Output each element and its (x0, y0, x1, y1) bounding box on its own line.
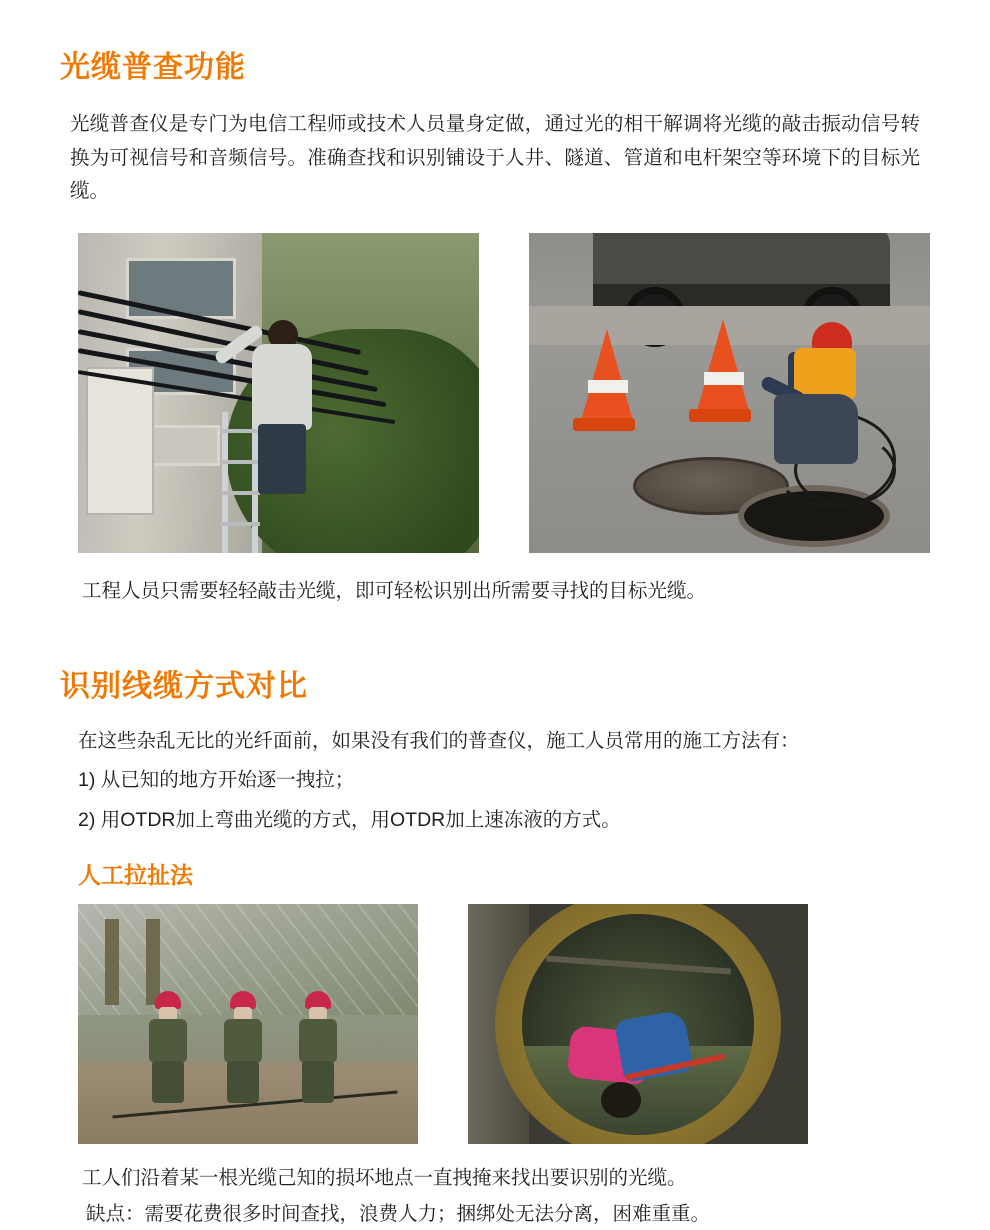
traffic-cone (581, 329, 633, 421)
tree-trunk (105, 919, 119, 1005)
photo-row-survey (60, 233, 930, 553)
support-bar (546, 956, 731, 975)
wall-panel (86, 367, 154, 515)
worker-figure (289, 991, 347, 1101)
subsection-title-manual-pulling: 人工拉扯法 (78, 862, 193, 889)
worker-figure (754, 322, 884, 495)
photo-row-manual-method (60, 904, 930, 1144)
traffic-cone-base (689, 409, 751, 422)
traffic-cone-band (588, 380, 628, 393)
window (126, 258, 236, 318)
photo-aerial-cable-tapping (78, 233, 479, 553)
traffic-cone-base (573, 418, 635, 431)
photo-caption-survey: 工程人员只需要轻轻敲击光缆，即可轻松识别出所需要寻找的目标光缆。 (82, 579, 707, 602)
comparison-line-intro: 在这些杂乱无比的光纤面前，如果没有我们的普查仪，施工人员常用的施工方法有： (78, 729, 800, 752)
worker-head (601, 1082, 641, 1118)
photo-caption-manual-method: 工人们沿着某一根光缆己知的损坏地点一直拽掩来找出要识别的光缆。 (82, 1167, 687, 1190)
traffic-cone-band (704, 372, 744, 385)
photo-workers-pulling-cable (78, 904, 418, 1144)
comparison-line-method-1: 1) 从已知的地方开始逐一拽拉； (78, 769, 355, 792)
section-title-identification-comparison: 识别线缆方式对比 (60, 669, 308, 703)
photo-manhole-roadside-work (529, 233, 930, 553)
traffic-cone (697, 319, 749, 411)
worker-figure (214, 991, 272, 1101)
worker-figure (238, 316, 334, 470)
comparison-line-method-2: 2) 用OTDR加上弯曲光缆的方式，用OTDR加上速冻液的方式。 (78, 808, 621, 831)
worker-figure (139, 991, 197, 1101)
intro-paragraph: 光缆普查仪是专门为电信工程师或技术人员量身定做，通过光的相干解调将光缆的敲击振动信号转换为可视信号和音频信号。准确查找和识别铺设于人井、隧道、管道和电杆架空等环境下的目标光缆。 (70, 113, 920, 203)
photo-caption-drawback: 缺点：需要花费很多时间查找，浪费人力；捆绑处无法分离，困难重重。 (86, 1203, 711, 1226)
photo-inside-manhole (468, 904, 808, 1144)
section-title-survey-function: 光缆普查功能 (60, 51, 246, 84)
manhole-interior (522, 914, 753, 1135)
